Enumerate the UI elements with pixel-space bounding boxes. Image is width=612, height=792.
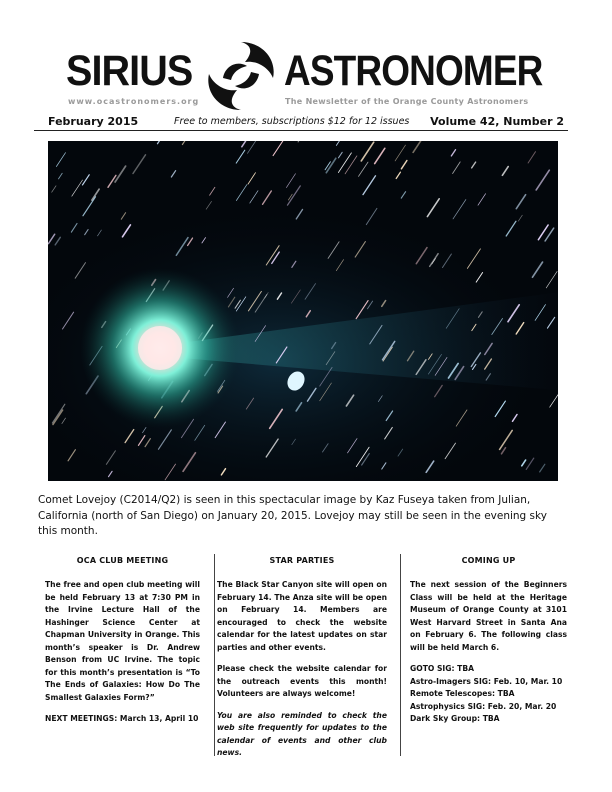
issue-bar xyxy=(34,113,568,131)
issue-volume: Volume 42, Number 2 xyxy=(430,115,564,128)
masthead-title-right: ASTRONOMER xyxy=(284,47,543,95)
swirl-logo-icon xyxy=(203,38,279,114)
column-heading: COMING UP xyxy=(461,556,516,565)
sig-astrophysics: Astrophysics SIG: Feb. 20, Mar. 20 xyxy=(410,701,557,711)
sig-astro-imagers: Astro-Imagers SIG: Feb. 10, Mar. 10 xyxy=(410,676,563,686)
column-heading: STAR PARTIES xyxy=(269,556,335,565)
next-meetings: NEXT MEETINGS: March 13, April 10 xyxy=(45,714,199,723)
website-url[interactable]: www.ocastronomers.org xyxy=(68,97,200,106)
subscription-note: Free to members, subscriptions $12 for 12 issues xyxy=(174,116,410,127)
sig-goto: GOTO SIG: TBA xyxy=(410,664,475,673)
star-party-sites: The Black Star Canyon site will open on February 14. The Anza site will be open on February 14. Members are encouraged to check the website calendar for the latest updates on star parties and other events. xyxy=(217,580,387,652)
column-coming-up xyxy=(410,556,567,756)
sig-dark-sky: Dark Sky Group: TBA xyxy=(410,714,500,723)
meeting-description: The free and open club meeting will be held February 13 at 7:30 PM in the Irvine Lecture Hall of the Hashinger Science Center at Chapman University in Orange. This month’s speaker is Dr. Andrew Benson from UC Irvine. The topic for this month’s presentation is “To The Ends of Galaxies: How Do The Smallest Galaxies Form?” xyxy=(45,580,200,702)
column-club-meeting xyxy=(45,556,200,756)
beginners-class: The next session of the Beginners Class will be held at the Heritage Museum of Orange County at 3101 West Harvard Street in Santa Ana on February 6. The following class will be held March 6. xyxy=(410,580,567,652)
masthead-title-left: SIRIUS xyxy=(66,47,193,95)
cover-caption: Comet Lovejoy (C2014/Q2) is seen in this spectacular image by Kaz Fuseya taken from Julian, California (north of San Diego) on January 20, 2015. Lovejoy may still be seen in the evening sky this month. xyxy=(38,494,547,537)
sig-remote-telescopes: Remote Telescopes: TBA xyxy=(410,689,515,698)
column-heading: OCA CLUB MEETING xyxy=(76,556,169,565)
website-reminder: You are also reminded to check the web site frequently for updates to the calendar of events and other club news. xyxy=(217,710,387,757)
outreach-note: Please check the website calendar for the outreach events this month! Volunteers are always welcome! xyxy=(217,664,387,698)
masthead xyxy=(0,0,612,112)
cover-photo-comet-lovejoy xyxy=(48,141,558,481)
masthead-tagline: The Newsletter of the Orange County Astronomers xyxy=(285,97,529,106)
comet-starfield-image xyxy=(48,141,558,481)
column-divider xyxy=(214,554,215,756)
column-star-parties xyxy=(217,556,387,756)
column-divider xyxy=(400,554,401,756)
issue-date: February 2015 xyxy=(48,115,139,128)
